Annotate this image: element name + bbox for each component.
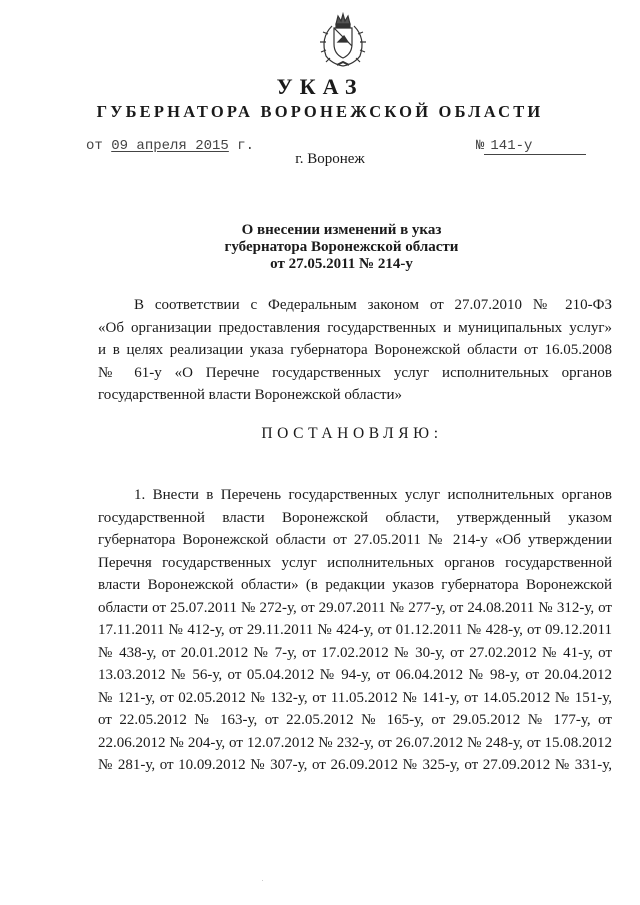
text-line: 22.06.2012 № 204-у, от 12.07.2012 № 232-у, от 26.07.2012 № 248-у, от 15.08.2012 (98, 734, 612, 751)
decree-word: ПОСТАНОВЛЯЮ: (261, 425, 443, 442)
scan-speck (262, 880, 263, 881)
city-label: г. Воронеж (295, 151, 365, 167)
date-suffix: г. (237, 138, 255, 154)
text-line: В соответствии с Федеральным законом от 27.07.2010 № 210-ФЗ (134, 297, 612, 313)
text-line: губернатора Воронежской области от 27.05.2011 № 214-у «Об утверждении (98, 532, 612, 548)
document-subtitle: ГУБЕРНАТОРА ВОРОНЕЖСКОЙ ОБЛАСТИ (96, 102, 544, 121)
text-line: «Об организации предоставления государственных и муниципальных услуг» (98, 319, 612, 336)
text-line: № 281-у, от 10.09.2012 № 307-у, от 26.09.2012 № 325-у, от 27.09.2012 № 331-у, (98, 757, 612, 773)
document-title: УКАЗ (276, 74, 364, 99)
text-line: области от 25.07.2011 № 272-у, от 29.07.2011 № 277-у, от 24.08.2011 № 312-у, от (98, 599, 612, 616)
text-line: № 61-у «О Перечне государственных услуг исполнительных органов (98, 364, 612, 381)
number-value: 141-у (484, 138, 586, 155)
text-line: 1. Внести в Перечень государственных услуг исполнительных органов (134, 487, 612, 503)
text-line: 13.03.2012 № 56-у, от 05.04.2012 № 94-у, от 06.04.2012 № 98-у, от 20.04.2012 (98, 667, 612, 683)
text-line: государственной власти Воронежской области» (98, 387, 403, 403)
text-line: и в целях реализации указа губернатора Воронежской области от 16.05.2008 (98, 342, 612, 358)
preamble-paragraph (98, 294, 612, 407)
date-prefix: от (86, 138, 103, 154)
subject-line: от 27.05.2011 № 214-у (270, 256, 413, 272)
text-line: 17.11.2011 № 412-у, от 29.11.2011 № 424-у, от 01.12.2011 № 428-у, от 09.12.2011 (98, 622, 612, 638)
voronezh-coat-of-arms-icon (314, 12, 372, 70)
text-line: Перечня государственных услуг исполнительных органов государственной (98, 554, 612, 571)
subject-line: губернатора Воронежской области (224, 239, 459, 255)
text-line: № 438-у, от 20.01.2012 № 7-у, от 17.02.2012 № 30-у, от 27.02.2012 № 41-у, от (98, 644, 612, 661)
document-subject (0, 222, 640, 273)
date-value: 09 апреля 2015 (111, 138, 229, 154)
text-line: государственной власти Воронежской области, утвержденный указом (98, 509, 612, 526)
subject-line: О внесении изменений в указ (241, 222, 442, 238)
text-line: № 121-у, от 02.05.2012 № 132-у, от 11.05.2012 № 141-у, от 14.05.2012 № 151-у, (98, 689, 612, 706)
item-1-paragraph (98, 484, 612, 777)
text-line: власти Воронежской области» (в редакции указов губернатора Воронежской (98, 577, 612, 593)
number-sign: № (476, 138, 485, 154)
text-line: от 22.05.2012 № 163-у, от 22.05.2012 № 165-у, от 29.05.2012 № 177-у, от (98, 712, 612, 728)
